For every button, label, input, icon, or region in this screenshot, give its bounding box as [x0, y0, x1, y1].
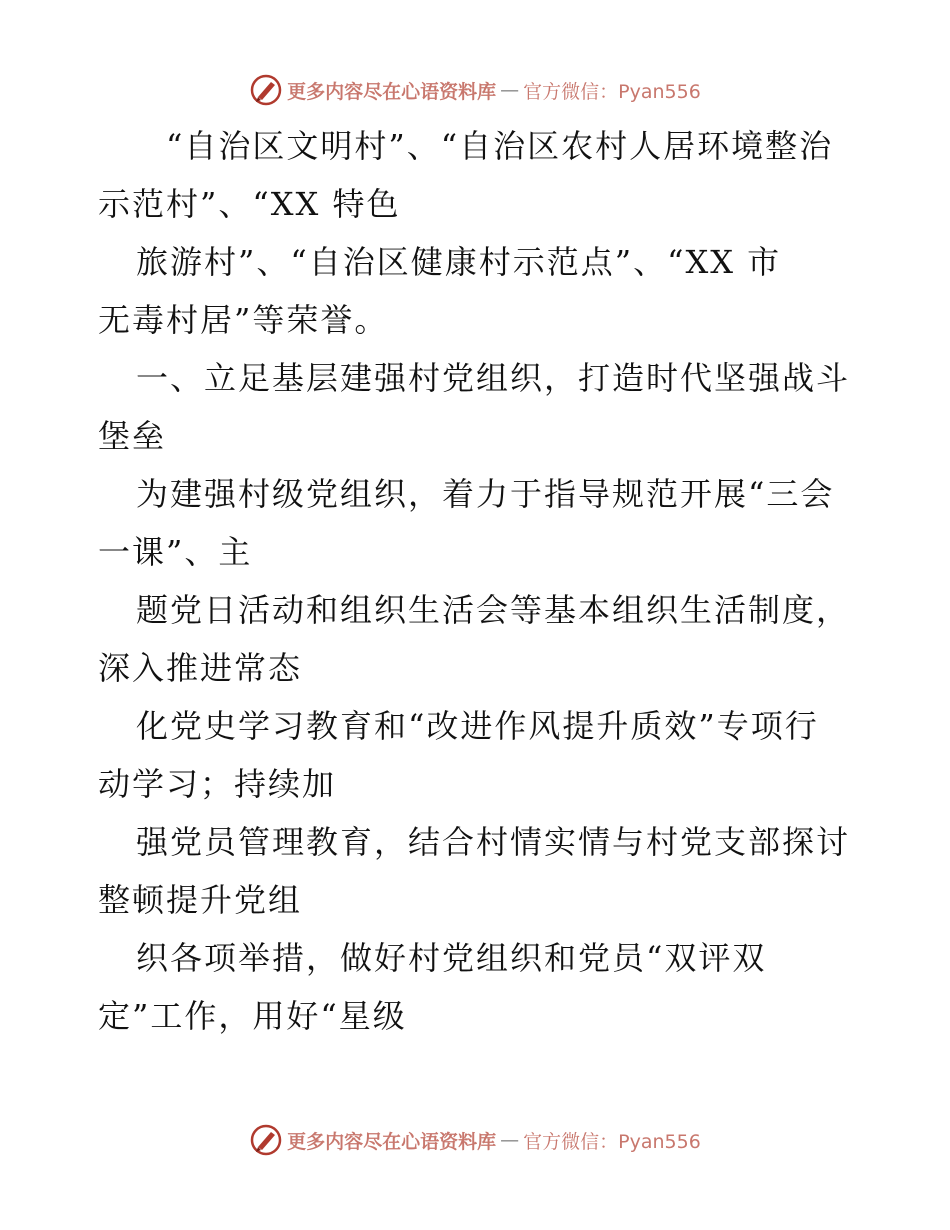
section-heading: 一、立足基层建强村党组织，打造时代坚强战斗 — [136, 359, 851, 397]
text-line: “自治区文明村”、“自治区农村人居环境整治 — [166, 127, 834, 165]
pen-logo-icon — [249, 73, 283, 107]
text-line: 动学习；持续加 — [98, 765, 337, 803]
document-body — [98, 117, 858, 1045]
watermark-text: 更多内容尽在心语资料库 — [287, 1130, 497, 1153]
text-line: 织各项举措，做好村党组织和党员“双评双 — [136, 939, 767, 977]
footer-watermark — [0, 1120, 950, 1160]
watermark-wechat: 官方微信：Pyan556 — [523, 1130, 701, 1153]
text-line: 定”工作，用好“星级 — [98, 997, 407, 1035]
text-line: 题党日活动和组织生活会等基本组织生活制度， — [136, 591, 851, 629]
pen-logo-icon — [249, 1123, 283, 1157]
text-line: 为建强村级党组织，着力于指导规范开展“三会 — [136, 475, 835, 513]
text-line: 无毒村居”等荣誉。 — [98, 301, 389, 339]
watermark-separator: — — [500, 1129, 520, 1151]
section-heading-cont: 堡垒 — [98, 417, 167, 455]
text-line: 深入推进常态 — [98, 649, 303, 687]
text-line: 强党员管理教育，结合村情实情与村党支部探讨 — [136, 823, 851, 861]
watermark-wechat: 官方微信：Pyan556 — [523, 80, 701, 103]
watermark-text: 更多内容尽在心语资料库 — [287, 80, 497, 103]
text-line: 一课”、主 — [98, 533, 253, 571]
text-line: 旅游村”、“自治区健康村示范点”、“XX 市 — [136, 243, 782, 281]
text-line: 整顿提升党组 — [98, 881, 303, 919]
watermark-separator: — — [500, 79, 520, 101]
text-line: 化党史学习教育和“改进作风提升质效”专项行 — [136, 707, 819, 745]
header-watermark — [0, 70, 950, 110]
text-line: 示范村”、“XX 特色 — [98, 185, 401, 223]
